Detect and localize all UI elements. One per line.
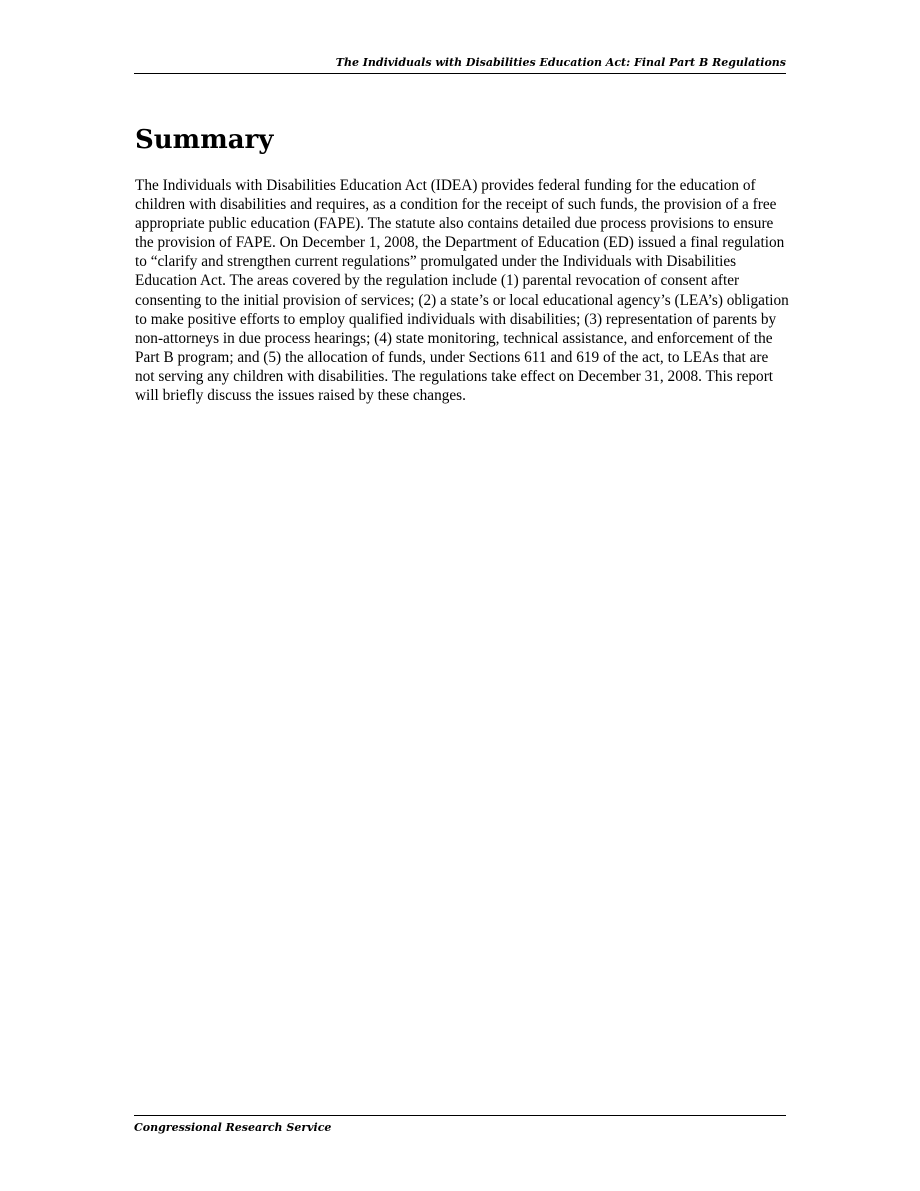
running-header: The Individuals with Disabilities Education Act: Final Part B Regulations — [134, 56, 786, 74]
summary-paragraph: The Individuals with Disabilities Education Act (IDEA) provides federal funding for the education of children with disabilities and requires, as a condition for the receipt of such funds, the provision of a free appropriate public education (FAPE). The statute also contains detailed due process provisions to ensure the provision of FAPE. On December 1, 2008, the Department of Education (ED) issued a final regulation to “clarify and strengthen current regulations” promulgated under the Individuals with Disabilities Education Act. The areas covered by the regulation include (1) parental revocation of consent after consenting to the initial provision of services; (2) a state’s or local educational agency’s (LEA’s) obligation to make positive efforts to employ qualified individuals with disabilities; (3) representation of parents by non-attorneys in due process hearings; (4) state monitoring, technical assistance, and enforcement of the Part B program; and (5) the allocation of funds, under Sections 611 and 619 of the act, to LEAs that are not serving any children with disabilities. The regulations take effect on December 31, 2008. This report will briefly discuss the issues raised by these changes. — [135, 177, 789, 405]
section-title: Summary — [135, 125, 274, 155]
running-footer: Congressional Research Service — [134, 1115, 786, 1136]
